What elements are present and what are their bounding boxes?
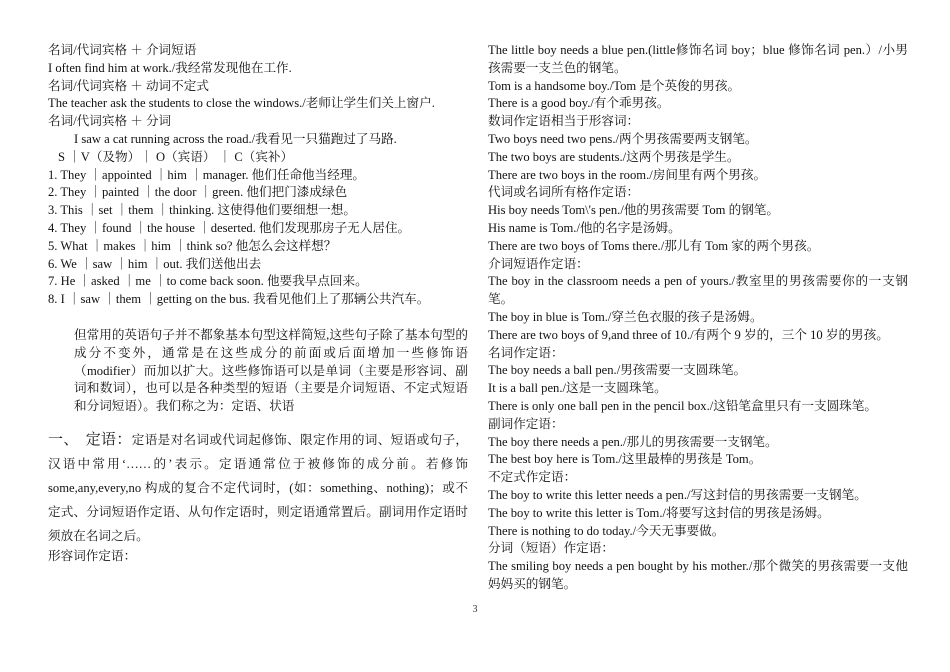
- text-line: 名词作定语：: [488, 345, 564, 360]
- right-column: [488, 42, 908, 594]
- text-line: The smiling boy needs a pen bought by his mother./那个微笑的男孩需要一支他妈妈买的钢笔。: [488, 559, 908, 591]
- text-line: The boy needs a ball pen./男孩需要一支圆珠笔。: [488, 363, 747, 378]
- section-intro: 定语是对名词或代词起修饰、限定作用的词、短语或句子，汉语中常用‘……的’表示。定语通常位于被修饰的成分前。若修饰 some,any,every,no 构成的复合不定代词时，(如：something、nothing)；或不定式、分词短语作定语、从句作定语时，则定语通常置后。副词用作定语时须放在名词之后。: [48, 432, 468, 543]
- example-line: 5. What ｜makes ｜him ｜think so? 他怎么会这样想？: [48, 238, 337, 253]
- example-line: 2. They ｜painted ｜the door ｜green. 他们把门漆成绿色: [48, 185, 348, 200]
- spacer: [48, 309, 468, 327]
- example-line: 1. They ｜appointed ｜him ｜manager. 他们任命他当经理。: [48, 167, 366, 182]
- section-heading: [48, 428, 468, 548]
- spacer: [48, 416, 468, 428]
- text-line: The boy to write this letter needs a pen./写这封信的男孩需要一支钢笔。: [488, 487, 867, 502]
- text-line: Tom is a handsome boy./Tom 是个英俊的男孩。: [488, 78, 741, 93]
- intro-paragraph: 但常用的英语句子并不都象基本句型这样简短,这些句子除了基本句型的成分不变外，通常是在这些成分的前面或后面增加一些修饰语（modifier）而加以扩大。这些修饰语可以是单词（主要是形容词、副词和数词），也可以是各种类型的短语（主要是介词短语、不定式短语和分词短语）。我们称之为：定语、状语: [74, 327, 468, 414]
- text-line: 代词或名词所有格作定语：: [488, 185, 640, 200]
- text-line: The boy in blue is Tom./穿兰色衣服的孩子是汤姆。: [488, 309, 763, 324]
- page-number: 3: [472, 604, 478, 615]
- text-line: His boy needs Tom\'s pen./他的男孩需要 Tom 的钢笔。: [488, 203, 779, 218]
- example-line: 4. They ｜found ｜the house ｜deserted. 他们发现那房子无人居住。: [48, 220, 411, 235]
- example-line: 3. This ｜set ｜them ｜thinking. 这使得他们要细想一想。: [48, 203, 356, 218]
- text-line: 分词（短语）作定语：: [488, 541, 614, 556]
- text-line: The little boy needs a blue pen.(little修饰名词 boy；blue 修饰名词 pen.）/小男孩需要一支兰色的钢笔。: [488, 43, 908, 75]
- cat-sentence: I saw a cat running across the road./我看见一只猫跑过了马路.: [74, 131, 397, 146]
- participle-label: 名词/代词宾格 ＋ 分词: [48, 114, 172, 129]
- text-line: There are two boys of 9,and three of 10./有两个 9 岁的，三个 10 岁的男孩。: [488, 327, 889, 342]
- section-number: 一、: [48, 431, 79, 448]
- text-line: 介词短语作定语：: [488, 256, 589, 271]
- text-line: I often find him at work./我经常发现他在工作.: [48, 60, 292, 75]
- left-column: [48, 42, 468, 566]
- text-line: There is nothing to do today./今天无事要做。: [488, 523, 725, 538]
- text-line: There are two boys of Toms there./那儿有 Tom 家的两个男孩。: [488, 238, 820, 253]
- text-line: It is a ball pen./这是一支圆珠笔。: [488, 381, 667, 396]
- text-line: 名词/代词宾格 ＋ 介词短语: [48, 43, 197, 57]
- text-line: 数词作定语相当于形容词：: [488, 114, 640, 129]
- svoc-header: S ｜V（及物）｜ O（宾语） ｜ C（宾补）: [58, 149, 294, 164]
- text-line: The best boy here is Tom./这里最棒的男孩是 Tom。: [488, 452, 762, 467]
- example-line: 6. We ｜saw ｜him ｜out. 我们送他出去: [48, 256, 262, 271]
- text-line: 副词作定语：: [488, 416, 564, 431]
- teacher-sentence: The teacher ask the students to close the windows./老师让学生们关上窗户.: [48, 96, 435, 111]
- text-line: The two boys are students./这两个男孩是学生。: [488, 149, 740, 164]
- subsection-label: 形容词作定语：: [48, 548, 137, 563]
- text-line: 名词/代词宾格 ＋ 动词不定式: [48, 78, 209, 93]
- text-line: 不定式作定语：: [488, 470, 577, 485]
- text-line: The boy in the classroom needs a pen of yours./教室里的男孩需要你的一支钢笔。: [488, 274, 908, 307]
- text-line: Two boys need two pens./两个男孩需要两支钢笔。: [488, 131, 758, 146]
- text-line: The boy there needs a pen./那儿的男孩需要一支钢笔。: [488, 434, 778, 449]
- text-line: There is a good boy./有个乖男孩。: [488, 96, 670, 111]
- text-line: There are two boys in the room./房间里有两个男孩。: [488, 167, 767, 182]
- text-line: His name is Tom./他的名字是汤姆。: [488, 220, 681, 235]
- example-line: 8. I ｜saw ｜them ｜getting on the bus. 我看见他们上了那辆公共汽车。: [48, 292, 430, 307]
- section-title: 定语：: [85, 431, 132, 448]
- example-line: 7. He ｜asked ｜me ｜to come back soon. 他要我早点回来。: [48, 274, 368, 289]
- text-line: There is only one ball pen in the pencil box./这铅笔盒里只有一支圆珠笔。: [488, 398, 877, 413]
- text-line: The boy to write this letter is Tom./将要写这封信的男孩是汤姆。: [488, 505, 830, 520]
